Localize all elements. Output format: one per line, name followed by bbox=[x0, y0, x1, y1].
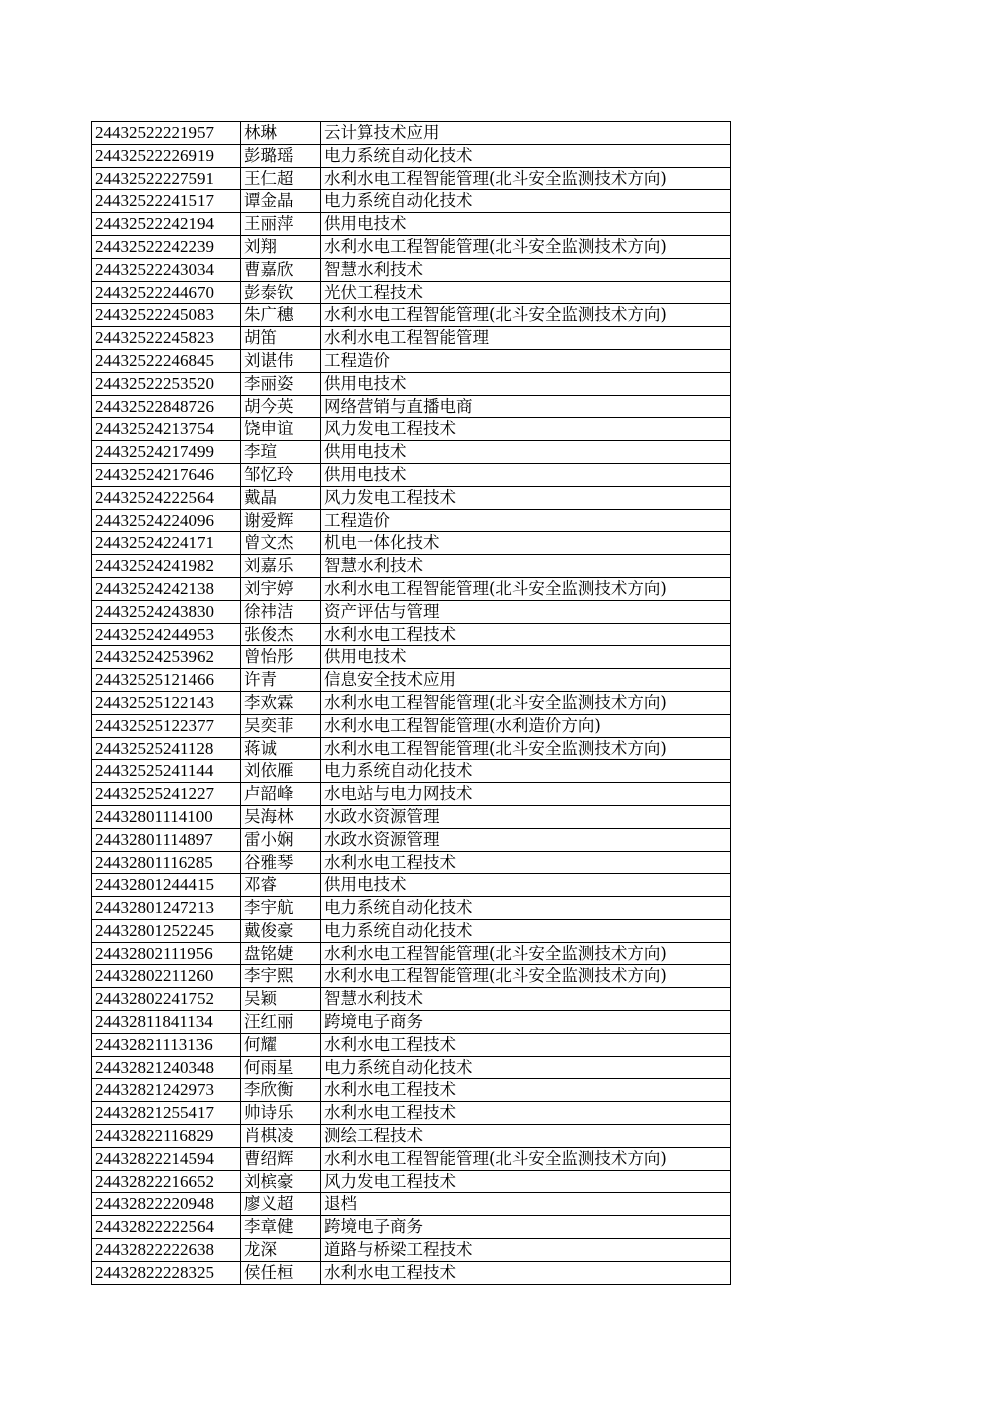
student-id-cell: 24432525241144 bbox=[92, 760, 241, 783]
major-cell: 风力发电工程技术 bbox=[321, 1170, 731, 1193]
table-row bbox=[92, 1102, 731, 1125]
major-cell: 供用电技术 bbox=[321, 213, 731, 236]
student-name-cell: 李丽姿 bbox=[241, 372, 321, 395]
student-id-cell: 24432525241227 bbox=[92, 783, 241, 806]
major-cell: 退档 bbox=[321, 1193, 731, 1216]
table-row bbox=[92, 760, 731, 783]
major-cell: 水利水电工程智能管理(北斗安全监测技术方向) bbox=[321, 1147, 731, 1170]
major-cell: 风力发电工程技术 bbox=[321, 486, 731, 509]
table-row bbox=[92, 897, 731, 920]
table-row bbox=[92, 122, 731, 145]
student-name-cell: 胡笛 bbox=[241, 327, 321, 350]
student-id-cell: 24432525121466 bbox=[92, 669, 241, 692]
major-cell: 电力系统自动化技术 bbox=[321, 897, 731, 920]
student-name-cell: 汪红丽 bbox=[241, 1011, 321, 1034]
table-row bbox=[92, 213, 731, 236]
student-id-cell: 24432802211260 bbox=[92, 965, 241, 988]
table-row bbox=[92, 167, 731, 190]
major-cell: 供用电技术 bbox=[321, 441, 731, 464]
student-id-cell: 24432801244415 bbox=[92, 874, 241, 897]
table-row bbox=[92, 327, 731, 350]
student-name-cell: 帅诗乐 bbox=[241, 1102, 321, 1125]
table-row bbox=[92, 714, 731, 737]
table-row bbox=[92, 441, 731, 464]
major-cell: 水利水电工程智能管理(北斗安全监测技术方向) bbox=[321, 235, 731, 258]
table-row bbox=[92, 828, 731, 851]
table-row bbox=[92, 1216, 731, 1239]
student-id-cell: 24432522242194 bbox=[92, 213, 241, 236]
table-row bbox=[92, 349, 731, 372]
student-id-cell: 24432822220948 bbox=[92, 1193, 241, 1216]
student-name-cell: 吴颖 bbox=[241, 988, 321, 1011]
table-row bbox=[92, 623, 731, 646]
table-row bbox=[92, 1193, 731, 1216]
student-id-cell: 24432822214594 bbox=[92, 1147, 241, 1170]
table-row bbox=[92, 577, 731, 600]
student-name-cell: 邹忆玲 bbox=[241, 463, 321, 486]
student-id-cell: 24432522245083 bbox=[92, 304, 241, 327]
student-name-cell: 吴奕菲 bbox=[241, 714, 321, 737]
table-row bbox=[92, 805, 731, 828]
major-cell: 网络营销与直播电商 bbox=[321, 395, 731, 418]
student-id-cell: 24432801116285 bbox=[92, 851, 241, 874]
major-cell: 电力系统自动化技术 bbox=[321, 919, 731, 942]
table-row bbox=[92, 532, 731, 555]
table-row bbox=[92, 304, 731, 327]
student-name-cell: 徐祎洁 bbox=[241, 600, 321, 623]
admission-table bbox=[91, 121, 731, 1285]
major-cell: 电力系统自动化技术 bbox=[321, 760, 731, 783]
student-name-cell: 戴晶 bbox=[241, 486, 321, 509]
major-cell: 水利水电工程技术 bbox=[321, 1079, 731, 1102]
major-cell: 信息安全技术应用 bbox=[321, 669, 731, 692]
student-name-cell: 刘嘉乐 bbox=[241, 555, 321, 578]
table-row bbox=[92, 919, 731, 942]
table-row bbox=[92, 486, 731, 509]
student-name-cell: 张俊杰 bbox=[241, 623, 321, 646]
table-row bbox=[92, 1147, 731, 1170]
student-name-cell: 戴俊豪 bbox=[241, 919, 321, 942]
table-row bbox=[92, 1079, 731, 1102]
major-cell: 水利水电工程智能管理(北斗安全监测技术方向) bbox=[321, 577, 731, 600]
student-id-cell: 24432801247213 bbox=[92, 897, 241, 920]
major-cell: 水利水电工程智能管理(北斗安全监测技术方向) bbox=[321, 691, 731, 714]
major-cell: 水利水电工程技术 bbox=[321, 851, 731, 874]
table-row bbox=[92, 281, 731, 304]
student-name-cell: 谭金晶 bbox=[241, 190, 321, 213]
student-id-cell: 24432525122143 bbox=[92, 691, 241, 714]
major-cell: 水利水电工程智能管理(北斗安全监测技术方向) bbox=[321, 167, 731, 190]
student-id-cell: 24432822116829 bbox=[92, 1125, 241, 1148]
student-name-cell: 曹绍辉 bbox=[241, 1147, 321, 1170]
student-name-cell: 刘槟豪 bbox=[241, 1170, 321, 1193]
student-name-cell: 刘依雁 bbox=[241, 760, 321, 783]
major-cell: 水利水电工程技术 bbox=[321, 623, 731, 646]
student-name-cell: 王丽萍 bbox=[241, 213, 321, 236]
student-id-cell: 24432522244670 bbox=[92, 281, 241, 304]
table-row bbox=[92, 691, 731, 714]
student-id-cell: 24432822216652 bbox=[92, 1170, 241, 1193]
major-cell: 水利水电工程智能管理 bbox=[321, 327, 731, 350]
student-id-cell: 24432524241982 bbox=[92, 555, 241, 578]
student-name-cell: 李章健 bbox=[241, 1216, 321, 1239]
student-name-cell: 曾怡彤 bbox=[241, 646, 321, 669]
student-id-cell: 24432802241752 bbox=[92, 988, 241, 1011]
table-row bbox=[92, 418, 731, 441]
student-id-cell: 24432522241517 bbox=[92, 190, 241, 213]
student-id-cell: 24432801114897 bbox=[92, 828, 241, 851]
student-id-cell: 24432802111956 bbox=[92, 942, 241, 965]
table-row bbox=[92, 190, 731, 213]
student-id-cell: 24432821255417 bbox=[92, 1102, 241, 1125]
student-id-cell: 24432524243830 bbox=[92, 600, 241, 623]
table-row bbox=[92, 737, 731, 760]
major-cell: 道路与桥梁工程技术 bbox=[321, 1239, 731, 1262]
student-name-cell: 胡今英 bbox=[241, 395, 321, 418]
student-name-cell: 何耀 bbox=[241, 1033, 321, 1056]
student-name-cell: 李欣衡 bbox=[241, 1079, 321, 1102]
table-row bbox=[92, 646, 731, 669]
table-row bbox=[92, 463, 731, 486]
table-row bbox=[92, 851, 731, 874]
major-cell: 跨境电子商务 bbox=[321, 1011, 731, 1034]
major-cell: 电力系统自动化技术 bbox=[321, 144, 731, 167]
student-id-cell: 24432821240348 bbox=[92, 1056, 241, 1079]
table-row bbox=[92, 1056, 731, 1079]
table-row bbox=[92, 1033, 731, 1056]
major-cell: 测绘工程技术 bbox=[321, 1125, 731, 1148]
student-name-cell: 肖棋凌 bbox=[241, 1125, 321, 1148]
table-row bbox=[92, 783, 731, 806]
table-row bbox=[92, 988, 731, 1011]
student-name-cell: 谷雅琴 bbox=[241, 851, 321, 874]
major-cell: 水利水电工程智能管理(北斗安全监测技术方向) bbox=[321, 965, 731, 988]
student-name-cell: 许青 bbox=[241, 669, 321, 692]
table-row bbox=[92, 1125, 731, 1148]
major-cell: 智慧水利技术 bbox=[321, 988, 731, 1011]
table-row bbox=[92, 669, 731, 692]
major-cell: 资产评估与管理 bbox=[321, 600, 731, 623]
student-id-cell: 24432524224096 bbox=[92, 509, 241, 532]
table-row bbox=[92, 395, 731, 418]
major-cell: 水利水电工程技术 bbox=[321, 1261, 731, 1284]
major-cell: 水电站与电力网技术 bbox=[321, 783, 731, 806]
major-cell: 供用电技术 bbox=[321, 372, 731, 395]
major-cell: 水利水电工程智能管理(水利造价方向) bbox=[321, 714, 731, 737]
student-name-cell: 饶申谊 bbox=[241, 418, 321, 441]
major-cell: 水政水资源管理 bbox=[321, 828, 731, 851]
major-cell: 水利水电工程智能管理(北斗安全监测技术方向) bbox=[321, 737, 731, 760]
table-row bbox=[92, 600, 731, 623]
student-name-cell: 曾文杰 bbox=[241, 532, 321, 555]
student-name-cell: 刘谌伟 bbox=[241, 349, 321, 372]
student-name-cell: 彭璐瑶 bbox=[241, 144, 321, 167]
student-name-cell: 邓睿 bbox=[241, 874, 321, 897]
student-id-cell: 24432811841134 bbox=[92, 1011, 241, 1034]
major-cell: 智慧水利技术 bbox=[321, 555, 731, 578]
student-name-cell: 盘铭婕 bbox=[241, 942, 321, 965]
major-cell: 供用电技术 bbox=[321, 646, 731, 669]
major-cell: 供用电技术 bbox=[321, 874, 731, 897]
student-name-cell: 龙深 bbox=[241, 1239, 321, 1262]
major-cell: 水利水电工程技术 bbox=[321, 1102, 731, 1125]
major-cell: 电力系统自动化技术 bbox=[321, 190, 731, 213]
student-id-cell: 24432522245823 bbox=[92, 327, 241, 350]
student-id-cell: 24432822222564 bbox=[92, 1216, 241, 1239]
student-name-cell: 彭泰钦 bbox=[241, 281, 321, 304]
table-row bbox=[92, 144, 731, 167]
student-name-cell: 李欢霖 bbox=[241, 691, 321, 714]
student-id-cell: 24432524217499 bbox=[92, 441, 241, 464]
student-name-cell: 何雨星 bbox=[241, 1056, 321, 1079]
student-name-cell: 王仁超 bbox=[241, 167, 321, 190]
student-id-cell: 24432524222564 bbox=[92, 486, 241, 509]
student-id-cell: 24432524242138 bbox=[92, 577, 241, 600]
student-name-cell: 蒋诚 bbox=[241, 737, 321, 760]
major-cell: 机电一体化技术 bbox=[321, 532, 731, 555]
student-id-cell: 24432524224171 bbox=[92, 532, 241, 555]
student-id-cell: 24432522226919 bbox=[92, 144, 241, 167]
table-row bbox=[92, 965, 731, 988]
major-cell: 云计算技术应用 bbox=[321, 122, 731, 145]
major-cell: 水利水电工程智能管理(北斗安全监测技术方向) bbox=[321, 942, 731, 965]
student-id-cell: 24432524213754 bbox=[92, 418, 241, 441]
major-cell: 电力系统自动化技术 bbox=[321, 1056, 731, 1079]
table-row bbox=[92, 509, 731, 532]
table-row bbox=[92, 235, 731, 258]
student-name-cell: 谢爱辉 bbox=[241, 509, 321, 532]
student-name-cell: 刘翔 bbox=[241, 235, 321, 258]
student-name-cell: 李瑄 bbox=[241, 441, 321, 464]
table-row bbox=[92, 372, 731, 395]
student-id-cell: 24432522253520 bbox=[92, 372, 241, 395]
table-row bbox=[92, 1170, 731, 1193]
major-cell: 工程造价 bbox=[321, 509, 731, 532]
student-name-cell: 吴海林 bbox=[241, 805, 321, 828]
major-cell: 供用电技术 bbox=[321, 463, 731, 486]
student-name-cell: 刘宇婷 bbox=[241, 577, 321, 600]
student-name-cell: 曹嘉欣 bbox=[241, 258, 321, 281]
student-id-cell: 24432522246845 bbox=[92, 349, 241, 372]
major-cell: 水利水电工程技术 bbox=[321, 1033, 731, 1056]
student-id-cell: 24432822228325 bbox=[92, 1261, 241, 1284]
major-cell: 风力发电工程技术 bbox=[321, 418, 731, 441]
table-row bbox=[92, 942, 731, 965]
student-id-cell: 24432801252245 bbox=[92, 919, 241, 942]
table-row bbox=[92, 555, 731, 578]
student-id-cell: 24432522243034 bbox=[92, 258, 241, 281]
major-cell: 跨境电子商务 bbox=[321, 1216, 731, 1239]
student-id-cell: 24432524253962 bbox=[92, 646, 241, 669]
student-name-cell: 林琳 bbox=[241, 122, 321, 145]
student-id-cell: 24432524217646 bbox=[92, 463, 241, 486]
table-row bbox=[92, 1261, 731, 1284]
student-id-cell: 24432522848726 bbox=[92, 395, 241, 418]
student-name-cell: 朱广穗 bbox=[241, 304, 321, 327]
major-cell: 水政水资源管理 bbox=[321, 805, 731, 828]
student-name-cell: 雷小娴 bbox=[241, 828, 321, 851]
student-name-cell: 廖义超 bbox=[241, 1193, 321, 1216]
table-row bbox=[92, 1011, 731, 1034]
student-id-cell: 24432821242973 bbox=[92, 1079, 241, 1102]
major-cell: 智慧水利技术 bbox=[321, 258, 731, 281]
major-cell: 光伏工程技术 bbox=[321, 281, 731, 304]
student-id-cell: 24432525122377 bbox=[92, 714, 241, 737]
major-cell: 工程造价 bbox=[321, 349, 731, 372]
student-name-cell: 李宇熙 bbox=[241, 965, 321, 988]
student-id-cell: 24432522242239 bbox=[92, 235, 241, 258]
student-id-cell: 24432801114100 bbox=[92, 805, 241, 828]
student-id-cell: 24432822222638 bbox=[92, 1239, 241, 1262]
student-name-cell: 侯任桓 bbox=[241, 1261, 321, 1284]
student-id-cell: 24432522227591 bbox=[92, 167, 241, 190]
table-row bbox=[92, 1239, 731, 1262]
student-id-cell: 24432524244953 bbox=[92, 623, 241, 646]
student-id-cell: 24432821113136 bbox=[92, 1033, 241, 1056]
table-body bbox=[92, 122, 731, 1285]
student-name-cell: 卢韶峰 bbox=[241, 783, 321, 806]
student-id-cell: 24432522221957 bbox=[92, 122, 241, 145]
major-cell: 水利水电工程智能管理(北斗安全监测技术方向) bbox=[321, 304, 731, 327]
student-name-cell: 李宇航 bbox=[241, 897, 321, 920]
student-id-cell: 24432525241128 bbox=[92, 737, 241, 760]
table-row bbox=[92, 874, 731, 897]
table-row bbox=[92, 258, 731, 281]
